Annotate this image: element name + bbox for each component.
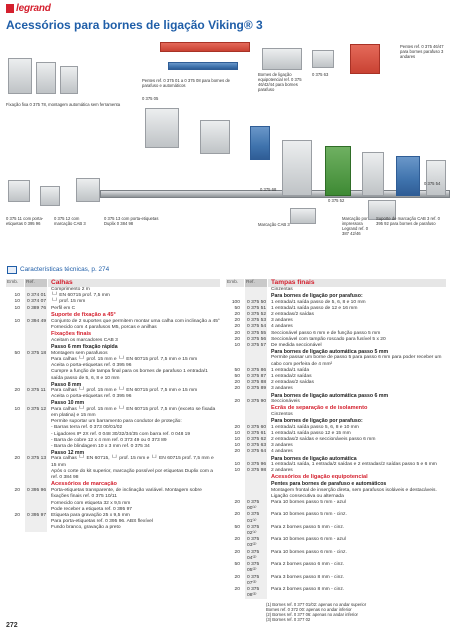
row-ref: 0 375 18 <box>27 350 47 356</box>
row-emb: 10 <box>14 293 20 299</box>
row-subheading: Para bornes de ligação por parafuso: <box>271 293 363 300</box>
row-ref: 0 394 49 <box>27 318 47 324</box>
caption-bornes-equipotencial: Bornes de ligação equipotencial ref. 0 375 46/42/44 para bornes parafuso <box>258 72 302 92</box>
row-emb <box>226 474 244 481</box>
caption-ref-037505: 0 375 05 <box>142 96 159 101</box>
row-emb: 10 <box>14 406 20 412</box>
row-emb: 20 <box>234 336 240 342</box>
table-row <box>226 537 446 549</box>
table-row <box>226 587 446 599</box>
row-emb: 20 <box>234 398 240 404</box>
row-emb: 20 <box>234 330 240 336</box>
caption-porta-etiquetas-duplix: 0 375 13 com porta-etiquetas Duplix 0 384 98 <box>104 216 159 226</box>
row-description: Aceita o porta-etiquetas ref. 0 395 96 <box>51 363 132 369</box>
header-ref: Ref. <box>245 279 267 287</box>
row-ref: 0 375 52 <box>247 311 267 317</box>
table-row <box>226 575 446 587</box>
row-emb: 20 <box>234 449 240 455</box>
row-emb <box>6 312 24 319</box>
row-emb <box>226 488 244 500</box>
row-emb: 10 <box>14 305 20 311</box>
terminal-block-image <box>145 108 179 148</box>
table-row <box>6 525 220 531</box>
row-ref: 0 374 07 <box>27 299 47 305</box>
header-section-title: Tampas finais <box>268 279 446 287</box>
row-description: Fornecido com 4 parafusos M5, porcas e anilhas <box>51 325 157 331</box>
row-emb: 20 <box>234 380 240 386</box>
row-emb: 100 <box>231 299 240 305</box>
legrand-logo <box>6 3 58 14</box>
row-description: Porta-etiquetas transparente, de inclinação variável. Montagem sobre fixações finais ref. 0 375 10/11 <box>51 488 202 500</box>
caption-porta-etiquetas: 0 375 11 com porta-etiquetas 0 395 96 <box>6 216 44 226</box>
row-ref: 0 375 07⁽³⁾ <box>245 575 267 587</box>
row-ref <box>245 405 267 412</box>
equipotential-image <box>262 48 302 70</box>
table-row <box>226 355 446 367</box>
row-emb: 10 <box>234 461 240 467</box>
row-description: 4 andares <box>271 324 293 330</box>
caption-fixacao: Fixação fixa 0 375 78, montagem automática sem ferramenta <box>6 102 121 107</box>
row-emb: 20 <box>234 574 240 580</box>
row-description: Para 2 bornes passo 6 mm - cinz. <box>271 562 345 568</box>
row-ref: 0 375 13 <box>25 456 47 468</box>
row-ref: 0 375 98 <box>247 468 267 474</box>
row-emb <box>6 469 24 481</box>
row-description: Para 10 bornes passo 5 mm - azul <box>271 500 346 506</box>
row-subheading: Passo 10 mm <box>51 400 85 407</box>
caption-calha-marcacao: 0 375 12 com marcação CAB 3 <box>54 216 86 226</box>
fixed-end-image <box>76 178 100 202</box>
row-ref: 0 375 54 <box>247 324 267 330</box>
row-description: 3 andares <box>271 318 293 324</box>
row-ref <box>25 331 47 338</box>
row-ref: 0 375 64 <box>247 449 267 455</box>
terminal-block-image <box>362 152 384 196</box>
left-table-body <box>6 287 220 532</box>
table-row <box>6 312 220 319</box>
row-description: 1 entrada/1 saída passo 12 e 15 mm <box>271 430 351 436</box>
row-ref: 0 375 05⁽²⁾ <box>245 562 267 574</box>
row-description: Cinzentos <box>271 412 293 418</box>
row-emb: 20 <box>234 324 240 330</box>
row-emb: 50 <box>234 524 240 530</box>
row-emb: 20 <box>14 488 20 494</box>
fixed-end-image <box>60 66 78 94</box>
footnote: (2) Bornes ref. 0 377 06: apenas no andar inferior <box>266 612 358 617</box>
row-subheading: Para bornes de ligação automática passo 6 mm <box>271 392 389 399</box>
row-ref <box>25 312 47 319</box>
terminal-block-image <box>200 120 230 154</box>
right-table-header <box>226 279 446 287</box>
table-row <box>6 456 220 468</box>
table-row <box>226 550 446 562</box>
row-description: Aceita o porta-etiquetas ref. 0 395 96 <box>51 394 132 400</box>
row-ref: 0 375 61 <box>247 430 267 436</box>
header-ref: Ref. <box>25 279 47 287</box>
row-emb: 20 <box>234 386 240 392</box>
row-emb: 20 <box>234 549 240 555</box>
footnote: Bornes ref. 0 372 00: apenas no andar inferior <box>266 607 352 612</box>
fixed-end-image <box>40 186 60 206</box>
row-emb <box>6 525 24 531</box>
row-emb: 20 <box>234 424 240 430</box>
caption-pentes-right: Pentes ref. 0 375 46/47 para bornes parafuso 3 andares <box>400 44 444 59</box>
row-subheading: Acessórios de marcação <box>51 481 117 488</box>
row-emb <box>226 405 244 412</box>
row-ref: 0 375 02⁽¹⁾ <box>245 525 267 537</box>
row-ref: 0 374 01 <box>27 293 47 299</box>
row-ref: 0 375 01⁽¹⁾ <box>245 512 267 524</box>
technical-characteristics-link[interactable]: Características técnicas, p. 274 <box>20 266 110 273</box>
row-ref: 0 375 57 <box>247 342 267 348</box>
page-title: Acessórios para bornes de ligação Viking® 3 <box>6 18 263 32</box>
row-description: Seccionável com tampão roscado para fusível 5 x 20 <box>271 336 386 342</box>
row-ref: 0 389 76 <box>27 305 47 311</box>
row-description: Para porta-etiquetas ref. 0 395 96. ABS flexível <box>51 519 153 525</box>
row-description: 1 entrada/1 saída passo de 12 e 16 mm <box>271 305 358 311</box>
row-emb: 50 <box>234 374 240 380</box>
row-description: Para 3 bornes passo 8 mm - cinz. <box>271 574 345 580</box>
row-description: 1 entrada/1 saída, 1 entrada/2 saídas e 2 entradas/2 saídas passo 5 e 6 mm <box>271 461 437 467</box>
legrand-logo-text: legrand <box>16 3 51 14</box>
table-row <box>6 407 220 419</box>
row-subheading: Acessórios de ligação equipotencial <box>271 474 368 481</box>
row-emb: 20 <box>234 311 240 317</box>
row-description: 3 andares <box>271 386 293 392</box>
caption-marcacao-cab3: Marcação CAB 3 <box>258 222 290 227</box>
row-description: Etiqueta para gravação 25 x 9,5 mm <box>51 513 130 519</box>
table-row <box>226 500 446 512</box>
table-row <box>226 562 446 574</box>
caption-ref-037554: 0 375 54 <box>424 181 441 186</box>
row-description: - Barra de cobre 12 x 4 mm ref. 0 373 49 ou 0 373 89 <box>51 437 167 443</box>
table-row <box>226 474 446 481</box>
row-description: Aceitam os marcadores CAB 3 <box>51 338 118 344</box>
row-ref: 0 375 90 <box>247 398 267 404</box>
row-ref: 0 375 88 <box>247 380 267 386</box>
table-row <box>226 512 446 524</box>
row-description: Seccionável passo 6 mm e de função passo 5 mm <box>271 330 381 336</box>
row-description: Montagem sem parafusos <box>51 350 108 356</box>
page-number: 272 <box>6 622 18 629</box>
row-ref: 0 375 60 <box>247 424 267 430</box>
terminal-block-image <box>312 50 334 68</box>
row-ref: 0 375 04⁽²⁾ <box>245 550 267 562</box>
row-description: Fundo branco, gravação a preto <box>51 525 121 531</box>
row-emb: 20 <box>234 512 240 518</box>
row-ref: 0 375 63 <box>247 443 267 449</box>
caption-suporte-marcacao: Suporte de marcação CAB 3 ref. 0 395 92 para bornes de parafuso <box>376 216 441 226</box>
row-description: └┘ prof. 15 mm <box>51 299 86 305</box>
row-description: Para calhas └┘ prof. 15 mm e └┘ EN 60715 prof. 7,5 mm e 15 mm <box>51 388 198 394</box>
row-ref: 0 375 00⁽¹⁾ <box>245 500 267 512</box>
row-description: Para 10 bornes passo 6 mm - cinz. <box>271 549 347 555</box>
row-description: 2 entradas/2 saídas e seccionáveis passo 6 mm <box>271 437 376 443</box>
row-ref: 0 375 87 <box>247 374 267 380</box>
row-description: 1 entrada/1 saída passo 5, 6, 8 e 10 mm <box>271 424 359 430</box>
fixed-end-image <box>36 62 56 94</box>
row-emb: 10 <box>234 468 240 474</box>
table-row <box>6 369 220 381</box>
row-description: 3 andares <box>271 443 293 449</box>
row-emb: 20 <box>234 586 240 592</box>
row-emb: 20 <box>234 318 240 324</box>
row-description: 2 entradas/2 saídas <box>271 311 314 317</box>
row-description: Para calhas └┘ prof. 15 mm e └┘ EN 60715 prof. 7,5 mm e 15 mm <box>51 356 198 362</box>
row-description: 1 entrada/2 saídas <box>271 374 312 380</box>
row-emb: 50 <box>234 305 240 311</box>
row-description: 4 andares <box>271 449 293 455</box>
row-emb: 10 <box>234 342 240 348</box>
row-emb: 20 <box>234 537 240 543</box>
row-description: - Barras terra ref. 0 373 00/01/02 <box>51 425 123 431</box>
row-emb: 50 <box>234 367 240 373</box>
table-row <box>6 469 220 481</box>
row-description: Cumpre a função de tampa final para os bornes de parafuso 1 entrada/1 saída passo de 5, 6, 8 e 10 mm <box>51 369 208 381</box>
row-subheading: Ecrãs de separação e de isolamento <box>271 405 368 412</box>
row-emb <box>226 355 244 367</box>
terminal-block-image <box>250 126 270 160</box>
terminal-block-image <box>426 160 446 196</box>
row-description: Para 10 bornes passo 6 mm - azul <box>271 537 346 543</box>
table-row <box>226 525 446 537</box>
footnotes <box>266 602 446 622</box>
row-description: Permite suportar um barramento para condutor de proteção: <box>51 419 182 425</box>
row-emb <box>6 331 24 338</box>
legrand-logo-mark <box>6 4 14 13</box>
row-emb: 10 <box>14 318 20 324</box>
row-ref: 0 395 97 <box>27 513 47 519</box>
row-ref: 0 375 51 <box>247 305 267 311</box>
row-ref: 0 375 11 <box>27 388 46 394</box>
row-ref: 0 375 08⁽³⁾ <box>245 587 267 599</box>
pente-image <box>350 44 380 74</box>
row-description: Montagem frontal de inserção direta, sem parafusos isoláveis e destacáveis. Ligação consecutiva ou alternada <box>271 487 437 499</box>
fixed-end-image <box>8 180 30 202</box>
row-description: Após o corte do kit superior, marcação possível por etiquetas Duplix com a ref. 0 384 98 <box>51 468 214 481</box>
row-subheading: Fixações finais <box>51 331 92 338</box>
row-emb: 10 <box>234 430 240 436</box>
row-description: 1 entrada/1 saída passo de 5, 6, 8 e 10 mm <box>271 299 366 305</box>
header-emb: Emb. <box>226 279 244 287</box>
row-ref <box>25 469 47 481</box>
row-description: Para 10 bornes passo 5 mm - cinz. <box>271 512 347 518</box>
pente-image <box>160 42 250 52</box>
row-emb: 50 <box>234 562 240 568</box>
row-ref <box>25 525 47 531</box>
caption-ref-037568: 0 375 68 <box>260 187 277 192</box>
row-subheading: Suporte de fixação a 45° <box>51 311 116 318</box>
row-emb: 20 <box>14 513 20 519</box>
row-description: Fornecido com etiqueta 32 x 9,5 mm <box>51 500 131 506</box>
row-description: - Barra de blindagem 10 x 3 mm ref. 0 375 34 <box>51 443 150 449</box>
row-description: Pode receber a etiqueta ref. 0 395 97 <box>51 506 133 512</box>
terminal-block-image <box>325 146 351 196</box>
row-description: Permite passar um borne de passo 5 para passo 6 mm para poder receber um cabo com perfeira de 4 mm² <box>271 355 442 367</box>
row-description: Comprimento 2 m <box>51 287 90 292</box>
row-ref: 0 395 96 <box>25 488 47 500</box>
row-description: 2 andares <box>271 468 293 474</box>
row-description: Seccionáveis <box>271 398 300 404</box>
caption-ref-037563: 0 375 63 <box>312 72 329 77</box>
row-subheading: Passo 8 mm <box>51 381 82 388</box>
header-emb: Emb. <box>6 279 24 287</box>
right-product-table <box>226 279 446 599</box>
right-table-body <box>226 287 446 599</box>
table-row <box>226 405 446 412</box>
row-ref: 0 375 50 <box>247 299 267 305</box>
row-emb: 10 <box>234 437 240 443</box>
row-ref <box>245 474 267 481</box>
row-subheading: Pentes para bornes de parafuso e automáticos <box>271 481 387 488</box>
row-subheading: Para bornes de ligação automática passo 5 mm <box>271 349 389 356</box>
terminal-block-image <box>396 156 420 196</box>
row-subheading: Passo 6 mm fixação rápida <box>51 344 118 351</box>
row-ref: 0 375 55 <box>247 330 267 336</box>
caption-marcacao-impressora: Marcação por impressora Legrand ref. 0 387 42/46 <box>342 216 369 236</box>
row-emb: 50 <box>14 350 20 356</box>
book-icon <box>7 266 17 274</box>
fixed-end-image <box>8 58 32 94</box>
row-subheading: Para bornes de ligação automática <box>271 455 357 462</box>
pente-image <box>168 62 238 70</box>
row-description: - Ligadores IP 2X ref. 0 048 30/32/34/35 com barra ref. 0 048 19 <box>51 431 191 437</box>
row-subheading: Passo 12 mm <box>51 450 85 457</box>
table-row <box>6 488 220 500</box>
footnote: (3) Bornes ref. 0 377 02 <box>266 617 311 622</box>
row-ref <box>245 355 267 367</box>
row-description: Para 2 bornes passo 5 mm - cinz. <box>271 524 345 530</box>
row-ref: 0 375 03⁽²⁾ <box>245 537 267 549</box>
row-description: Para 2 bornes passo 8 mm - cinz. <box>271 586 345 592</box>
row-ref: 0 375 12 <box>25 407 47 419</box>
header-section-title: Calhas <box>48 279 220 287</box>
row-description: └┘ EN 60715 prof. 7,5 mm <box>51 293 110 299</box>
row-description: 1 entrada/1 saída <box>271 367 310 373</box>
row-description: Conjunto de 2 suportes que permitem montar uma calha com inclinação a 45° <box>51 318 220 324</box>
row-ref: 0 375 96 <box>247 461 267 467</box>
row-description: 2 entradas/2 saídas <box>271 380 314 386</box>
row-ref <box>25 369 47 381</box>
row-description: Para calhas └┘ EN 60715, └┘ prof. 15 mm e └┘ EN 60715 prof. 7,5 mm e 15 mm <box>51 456 214 468</box>
product-photo-area <box>0 40 452 262</box>
footnote: (1) Bornes ref. 0 377 01/02: apenas no andar superior <box>266 602 367 607</box>
left-table-header <box>6 279 220 287</box>
row-subheading: Para bornes de ligação por parafuso: <box>271 418 363 425</box>
row-emb: 20 <box>234 500 240 506</box>
caption-ref-037552: 0 375 52 <box>328 198 345 203</box>
row-ref <box>245 488 267 500</box>
row-ref: 0 375 89 <box>247 386 267 392</box>
row-ref: 0 375 53 <box>247 318 267 324</box>
row-emb: 20 <box>14 456 20 462</box>
row-emb: 10 <box>234 443 240 449</box>
row-emb: 10 <box>14 299 20 305</box>
row-description: De medida seccionável <box>271 342 322 348</box>
table-row <box>226 488 446 500</box>
row-description: Perfil em C <box>51 305 76 311</box>
row-emb <box>6 369 24 381</box>
row-ref: 0 375 62 <box>247 437 267 443</box>
left-product-table <box>6 279 220 532</box>
caption-pentes: Pentes ref. 0 375 01 a 0 375 08 para bornes de parafuso e automáticos <box>142 78 231 88</box>
row-ref: 0 375 56 <box>247 336 267 342</box>
row-emb: 20 <box>14 388 20 394</box>
row-description: Para calhas └┘ prof. 15 mm e └┘ EN 60715 prof. 7,5 mm (exceto se fixada em platina) e 15 mm <box>51 406 216 418</box>
row-description: Cinzentas <box>271 287 293 292</box>
row-ref: 0 375 86 <box>247 367 267 373</box>
